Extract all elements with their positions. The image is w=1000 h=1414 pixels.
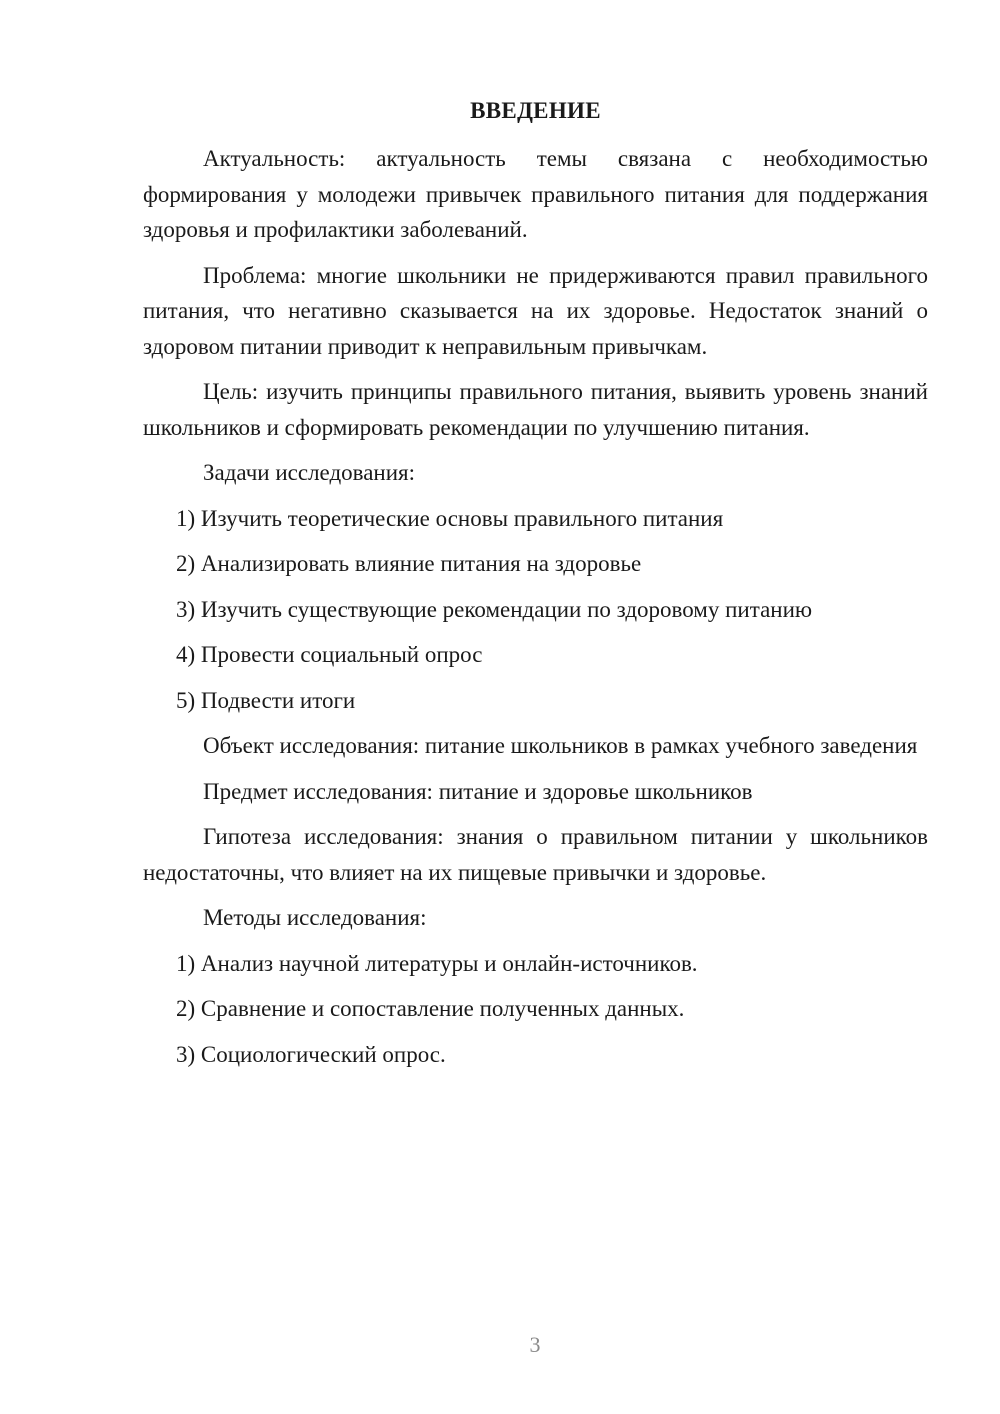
document-page bbox=[143, 93, 928, 1082]
methods-title: Методы исследования: bbox=[203, 905, 427, 930]
subject-paragraph: Предмет исследования: питание и здоровье школьников bbox=[203, 778, 753, 804]
list-item: 3) Социологический опрос. bbox=[176, 1041, 446, 1067]
problem-paragraph: Проблема: многие школьники не придерживаются правил правильного питания, что негативно сказывается на их здоровье. Недостаток знаний о здоровом питании приводит к неправильным привычкам. bbox=[143, 262, 928, 359]
list-item: 1) Изучить теоретические основы правильного питания bbox=[176, 505, 724, 531]
list-item: 4) Провести социальный опрос bbox=[176, 642, 483, 667]
tasks-title: Задачи исследования: bbox=[203, 460, 416, 485]
list-item: 1) Анализ научной литературы и онлайн-источников. bbox=[176, 950, 698, 976]
tasks-list bbox=[143, 501, 928, 719]
page-number: 3 bbox=[529, 1332, 541, 1357]
list-item: 3) Изучить существующие рекомендации по здоровому питанию bbox=[176, 596, 813, 622]
goal-paragraph: Цель: изучить принципы правильного питания, выявить уровень знаний школьников и сформировать рекомендации по улучшению питания. bbox=[143, 379, 928, 440]
list-item: 2) Анализировать влияние питания на здоровье bbox=[176, 551, 642, 576]
list-item: 2) Сравнение и сопоставление полученных данных. bbox=[176, 996, 685, 1021]
section-heading: ВВЕДЕНИЕ bbox=[470, 98, 601, 123]
hypothesis-paragraph: Гипотеза исследования: знания о правильном питании у школьников недостаточны, что влияет на их пищевые привычки и здоровье. bbox=[143, 824, 928, 885]
object-paragraph: Объект исследования: питание школьников в рамках учебного заведения bbox=[203, 733, 918, 758]
relevance-paragraph: Актуальность: актуальность темы связана с необходимостью формирования у молодежи привычек правильного питания для поддержания здоровья и профилактики заболеваний. bbox=[143, 146, 928, 242]
list-item: 5) Подвести итоги bbox=[176, 687, 356, 713]
methods-list bbox=[143, 946, 928, 1073]
